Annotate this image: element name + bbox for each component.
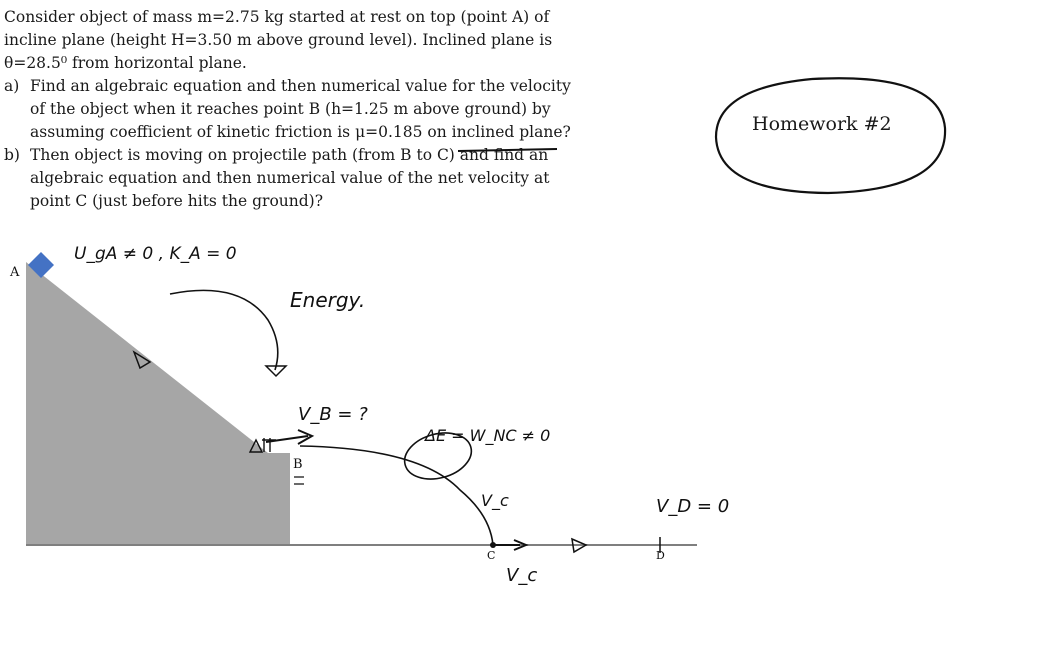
projectile-path	[300, 446, 493, 545]
homework-oval	[716, 78, 945, 193]
annotation-vc-lower: V_c	[506, 565, 538, 586]
point-b-label: B	[293, 457, 303, 472]
part-a-text: Find an algebraic equation and then numerical value for the velocity of the object when it reaches point B (h=1.25 m above ground) by assuming coefficient of kinetic friction is μ=0.185 on inclined plane?	[30, 77, 571, 141]
equals-mark	[294, 477, 304, 484]
annotation-vd: V_D = 0	[656, 496, 730, 517]
energy-arrow	[170, 290, 278, 370]
point-a-label: A	[10, 265, 20, 280]
annotation-energy: Energy.	[290, 288, 366, 312]
homework-title: Homework #2	[752, 113, 892, 135]
point-c-label: C	[487, 549, 496, 562]
part-b-text: Then object is moving on projectile path (from B to C) and find an algebraic equation and then numerical value of the net velocity at point C (just before hits the ground)?	[30, 146, 550, 210]
annotation-delta-e: ΔE = W_NC ≠ 0	[425, 426, 551, 445]
incline-plane	[26, 262, 268, 453]
annotation-vc-upper: V_c	[481, 491, 509, 510]
annotation-vb: V_B = ?	[298, 404, 368, 425]
part-b-label: b)	[4, 146, 20, 164]
annotation-top-note: U_gA ≠ 0 , K_A = 0	[74, 244, 237, 264]
underline-stroke	[458, 149, 557, 151]
problem-intro: Consider object of mass m=2.75 kg started at rest on top (point A) of incline plane (height H=3.50 m above ground level). Inclined plane is θ=28.5⁰ from horizontal plane.	[4, 8, 553, 72]
platform-block	[26, 453, 290, 545]
part-a-label: a)	[4, 77, 20, 95]
point-d-label: D	[656, 549, 665, 562]
